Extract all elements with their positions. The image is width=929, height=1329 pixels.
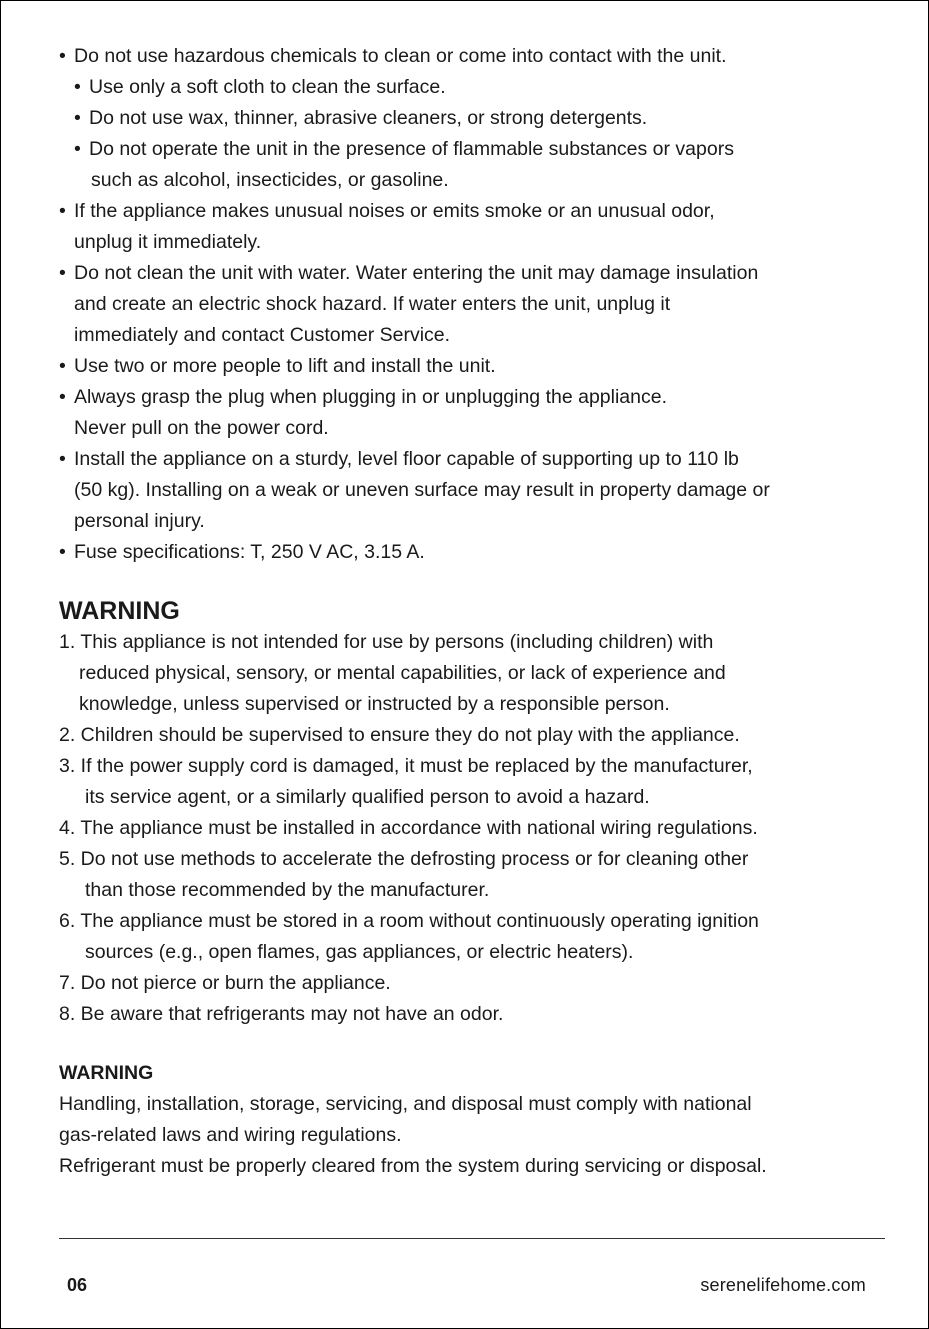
bullet-dot-icon: • <box>59 262 66 284</box>
numbered-line-continued: than those recommended by the manufacturer. <box>85 879 490 901</box>
bullet-dot-icon: • <box>74 76 81 98</box>
bullet-text: Do not use hazardous chemicals to clean or come into contact with the unit. <box>74 45 727 67</box>
bullet-dot-icon: • <box>59 448 66 470</box>
numbered-line-continued: knowledge, unless supervised or instructed by a responsible person. <box>79 693 670 715</box>
warning-numbered-list <box>59 627 889 1030</box>
bullet-text: Use two or more people to lift and install the unit. <box>74 355 496 377</box>
footer-divider <box>59 1238 885 1239</box>
bullet-line-continued <box>59 289 889 320</box>
bullet-text: immediately and contact Customer Service. <box>74 324 451 346</box>
bullet-item <box>59 351 889 382</box>
bullet-dot-icon: • <box>74 107 81 129</box>
website-link[interactable]: serenelifehome.com <box>700 1275 866 1295</box>
bullet-line <box>59 196 889 227</box>
bullet-line-continued <box>59 413 889 444</box>
bullet-item <box>59 537 889 568</box>
bullet-line-continued <box>59 165 889 196</box>
bullet-text: Use only a soft cloth to clean the surface. <box>89 76 446 98</box>
bullet-line <box>59 351 889 382</box>
bullet-dot-icon: • <box>59 45 66 67</box>
safety-bullet-list <box>59 41 889 568</box>
bullet-dot-icon: • <box>59 386 66 408</box>
bullet-line <box>59 41 889 72</box>
numbered-line-continued: its service agent, or a similarly qualified person to avoid a hazard. <box>85 786 650 808</box>
numbered-line-continued: reduced physical, sensory, or mental capabilities, or lack of experience and <box>79 662 726 684</box>
bullet-line-continued <box>59 475 889 506</box>
bullet-text: unplug it immediately. <box>74 231 262 253</box>
numbered-line: 4. The appliance must be installed in accordance with national wiring regulations. <box>59 817 758 839</box>
numbered-line-continued: sources (e.g., open flames, gas appliances, or electric heaters). <box>85 941 634 963</box>
bullet-line <box>59 382 889 413</box>
bullet-item <box>59 103 889 134</box>
numbered-line: 1. This appliance is not intended for use by persons (including children) with <box>59 631 714 653</box>
bullet-line-continued <box>59 320 889 351</box>
paragraph-line: gas-related laws and wiring regulations. <box>59 1124 402 1146</box>
numbered-line: 2. Children should be supervised to ensure they do not play with the appliance. <box>59 724 740 746</box>
numbered-item <box>59 720 889 751</box>
bullet-text: If the appliance makes unusual noises or emits smoke or an unusual odor, <box>74 200 715 222</box>
bullet-line <box>59 72 889 103</box>
bullet-item <box>59 258 889 351</box>
bullet-item <box>59 72 889 103</box>
bullet-item <box>59 382 889 444</box>
bullet-text: (50 kg). Installing on a weak or uneven surface may result in property damage or <box>74 479 770 501</box>
numbered-line: 7. Do not pierce or burn the appliance. <box>59 972 391 994</box>
warning-heading: WARNING <box>59 597 180 625</box>
warning-heading-secondary: WARNING <box>59 1062 154 1084</box>
bullet-text: Do not use wax, thinner, abrasive cleaners, or strong detergents. <box>89 107 648 129</box>
bullet-text: such as alcohol, insecticides, or gasoline. <box>91 169 449 191</box>
bullet-line <box>59 134 889 165</box>
bullet-text: Always grasp the plug when plugging in or unplugging the appliance. <box>74 386 667 408</box>
bullet-text: and create an electric shock hazard. If water enters the unit, unplug it <box>74 293 671 315</box>
bullet-item <box>59 196 889 258</box>
warning-paragraph <box>59 1089 889 1182</box>
numbered-item <box>59 906 889 968</box>
page-number: 06 <box>67 1275 88 1295</box>
bullet-text: Fuse specifications: T, 250 V AC, 3.15 A. <box>74 541 425 563</box>
bullet-dot-icon: • <box>74 138 81 160</box>
bullet-line-continued <box>59 506 889 537</box>
paragraph-line: Refrigerant must be properly cleared from the system during servicing or disposal. <box>59 1155 767 1177</box>
bullet-text: Install the appliance on a sturdy, level floor capable of supporting up to 110 lb <box>74 448 739 470</box>
bullet-dot-icon: • <box>59 541 66 563</box>
bullet-dot-icon: • <box>59 200 66 222</box>
bullet-line <box>59 444 889 475</box>
numbered-item <box>59 844 889 906</box>
numbered-line: 3. If the power supply cord is damaged, it must be replaced by the manufacturer, <box>59 755 753 777</box>
bullet-item <box>59 41 889 72</box>
bullet-line <box>59 103 889 134</box>
bullet-text: Do not clean the unit with water. Water entering the unit may damage insulation <box>74 262 759 284</box>
bullet-text: Never pull on the power cord. <box>74 417 329 439</box>
numbered-item <box>59 627 889 720</box>
page-content <box>59 41 889 1182</box>
bullet-text: personal injury. <box>74 510 205 532</box>
bullet-line-continued <box>59 227 889 258</box>
paragraph-line: Handling, installation, storage, servicing, and disposal must comply with national <box>59 1093 752 1115</box>
numbered-item <box>59 999 889 1030</box>
numbered-line: 6. The appliance must be stored in a room without continuously operating ignition <box>59 910 759 932</box>
numbered-line: 8. Be aware that refrigerants may not have an odor. <box>59 1003 504 1025</box>
bullet-text: Do not operate the unit in the presence of flammable substances or vapors <box>89 138 734 160</box>
numbered-item <box>59 813 889 844</box>
numbered-item <box>59 968 889 999</box>
bullet-item <box>59 444 889 537</box>
numbered-item <box>59 751 889 813</box>
bullet-item <box>59 134 889 196</box>
bullet-line <box>59 258 889 289</box>
bullet-line <box>59 537 889 568</box>
bullet-dot-icon: • <box>59 355 66 377</box>
numbered-line: 5. Do not use methods to accelerate the defrosting process or for cleaning other <box>59 848 749 870</box>
